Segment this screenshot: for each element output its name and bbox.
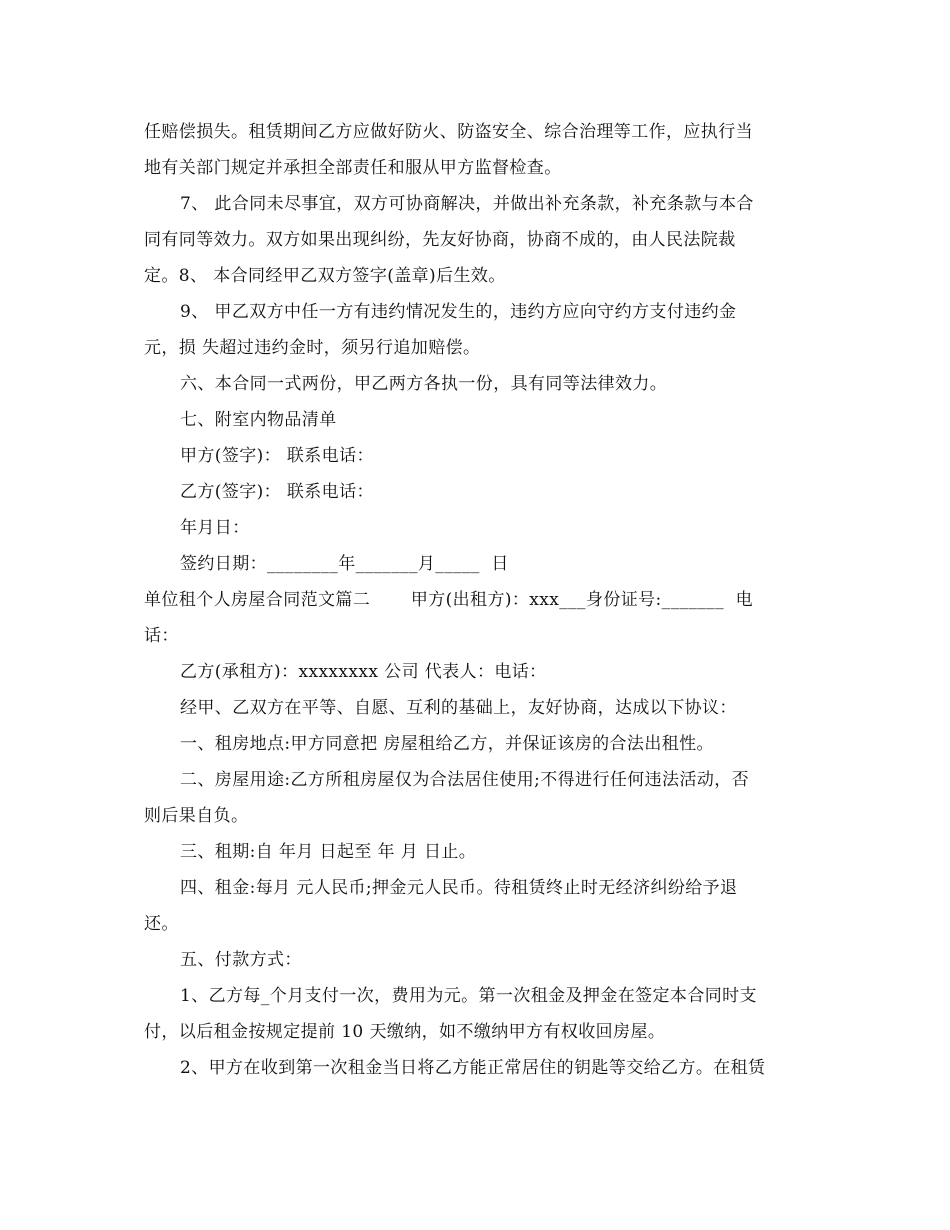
text-line: 二、房屋用途:乙方所租房屋仅为合法居住使用;不得进行任何违法活动，否	[180, 770, 750, 790]
text-line: 话：	[144, 626, 179, 646]
text-line: 地有关部门规定并承担全部责任和服从甲方监督检查。	[144, 158, 562, 178]
section-heading: 五、付款方式：	[180, 950, 302, 970]
text-line: 乙方(承租方)：xxxxxxxx 公司 代表人：电话：	[180, 662, 547, 682]
signing-date-line: 签约日期：________年_______月_____ 日	[180, 554, 509, 574]
text-line: 经甲、乙双方在平等、自愿、互利的基础上，友好协商，达成以下协议：	[180, 698, 737, 718]
text-line: 7、 此合同未尽事宜，双方可协商解决，并做出补充条款，补充条款与本合	[180, 194, 754, 214]
text-line: 六、本合同一式两份，甲乙两方各执一份，具有同等法律效力。	[180, 374, 668, 394]
text-line: 同有同等效力。双方如果出现纠纷，先友好协商，协商不成的，由人民法院裁	[144, 230, 736, 250]
contract-title-line: 单位租个人房屋合同范文篇二 甲方(出租方)：xxx___身份证号:_______ 电	[144, 590, 753, 610]
signature-line: 乙方(签字)： 联系电话：	[180, 482, 374, 502]
text-line: 元，损 失超过违约金时，须另行追加赔偿。	[144, 338, 481, 358]
text-line: 则后果自负。	[144, 806, 249, 826]
text-line: 还。	[144, 914, 179, 934]
text-line: 9、 甲乙双方中任一方有违约情况发生的，违约方应向守约方支付违约金	[180, 302, 737, 322]
text-line: 1、乙方每_个月支付一次，费用为元。第一次租金及押金在签定本合同时支	[180, 986, 757, 1006]
text-line: 三、租期:自 年月 日起至 年 月 日止。	[180, 842, 477, 862]
text-line: 任赔偿损失。租赁期间乙方应做好防火、防盗安全、综合治理等工作，应执行当	[144, 122, 753, 142]
text-line: 定。8、 本合同经甲乙双方签字(盖章)后生效。	[144, 266, 506, 286]
text-line: 付，以后租金按规定提前 10 天缴纳，如不缴纳甲方有权收回房屋。	[144, 1022, 666, 1042]
signature-line: 甲方(签字)： 联系电话：	[180, 446, 374, 466]
date-line: 年月日：	[180, 518, 250, 538]
text-line: 2、甲方在收到第一次租金当日将乙方能正常居住的钥匙等交给乙方。在租赁	[180, 1058, 766, 1078]
section-heading: 七、附室内物品清单	[180, 410, 337, 430]
text-line: 一、租房地点:甲方同意把 房屋租给乙方，并保证该房的合法出租性。	[180, 734, 714, 754]
text-line: 四、租金:每月 元人民币;押金元人民币。待租赁终止时无经济纠纷给予退	[180, 878, 738, 898]
